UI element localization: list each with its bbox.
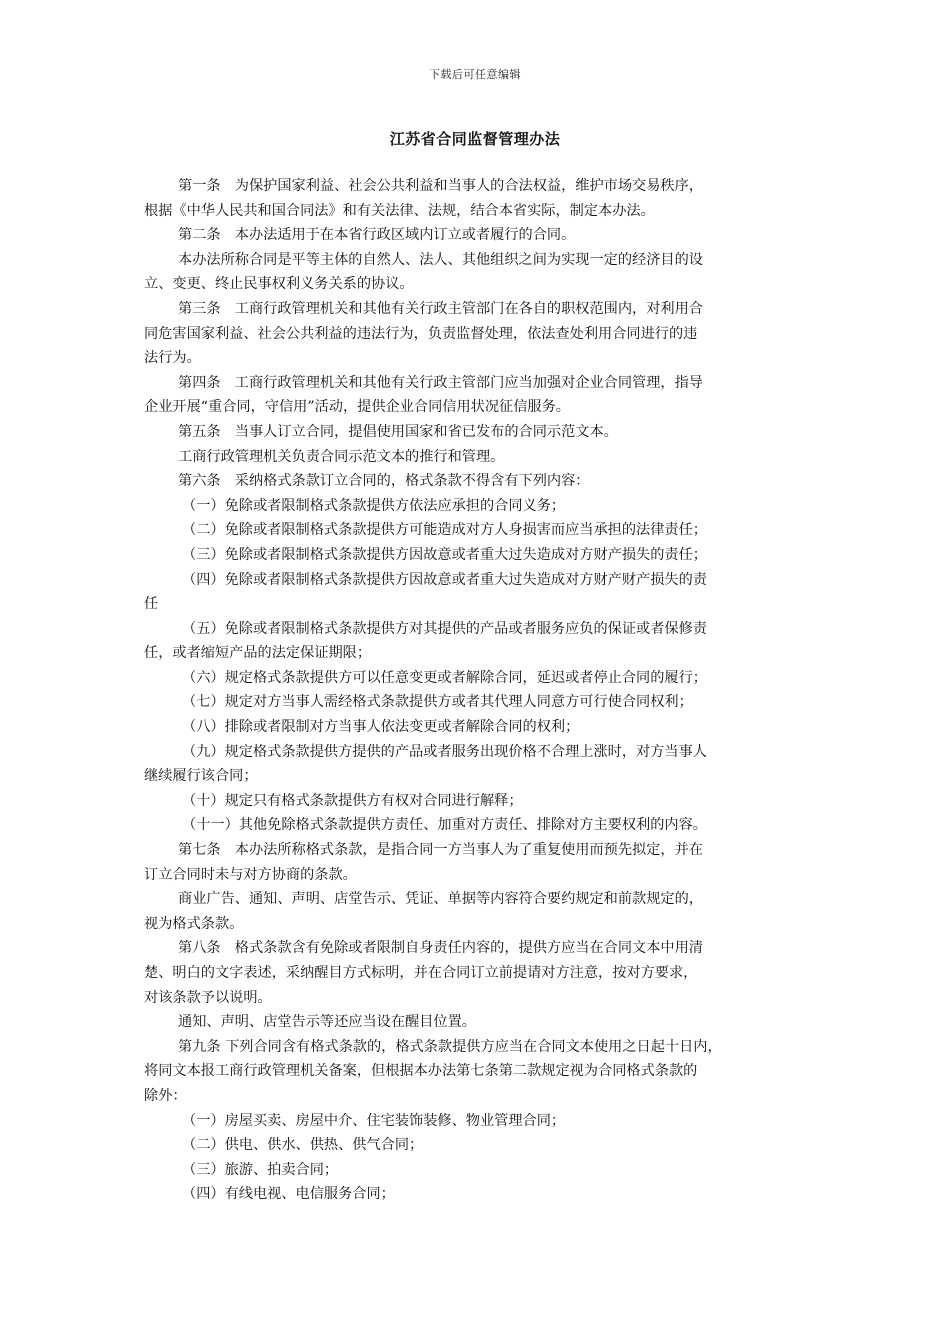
body-line: （七）规定对方当事人需经格式条款提供方或者其代理人同意方可行使合同权利；	[182, 694, 693, 711]
body-line: 对该条款予以说明。	[144, 989, 272, 1006]
body-line: （二）免除或者限制格式条款提供方可能造成对方人身损害而应当承担的法律责任；	[182, 522, 707, 539]
body-line: 将同文本报工商行政管理机关备案，但根据本办法第七条第二款规定视为合同格式条款的	[144, 1063, 698, 1080]
body-line: （六）规定格式条款提供方可以任意变更或者解除合同，延迟或者停止合同的履行；	[182, 669, 707, 686]
body-line: 第九条 下列合同含有格式条款的，格式条款提供方应当在合同文本使用之日起十日内，	[178, 1038, 722, 1055]
body-line: 根据《中华人民共和国合同法》和有关法律、法规，结合本省实际，制定本办法。	[144, 202, 655, 219]
body-line: 本办法所称合同是平等主体的自然人、法人、其他组织之间为实现一定的经济目的设	[178, 251, 703, 268]
body-line: 法行为。	[144, 350, 201, 367]
body-line: 继续履行该合同；	[144, 768, 258, 785]
body-line: 第三条 工商行政管理机关和其他有关行政主管部门在各自的职权范围内，对利用合	[178, 300, 703, 317]
body-line: 第八条 格式条款含有免除或者限制自身责任内容的，提供方应当在合同文本中用清	[178, 940, 703, 957]
body-line: 第四条 工商行政管理机关和其他有关行政主管部门应当加强对企业合同管理，指导	[178, 374, 703, 391]
body-line: 视为格式条款。	[144, 915, 244, 932]
body-line: （四）有线电视、电信服务合同；	[182, 1186, 395, 1203]
body-line: 第五条 当事人订立合同，提倡使用国家和省已发布的合同示范文本。	[178, 423, 618, 440]
body-line: 除外：	[144, 1087, 187, 1104]
body-line: （一）免除或者限制格式条款提供方依法应承担的合同义务；	[182, 497, 566, 514]
body-line: 企业开展“重合同，守信用”活动，提供企业合同信用状况征信服务。	[144, 399, 570, 416]
body-line: 同危害国家利益、社会公共利益的违法行为，负责监督处理，依法查处利用合同进行的违	[144, 325, 698, 342]
body-line: （二）供电、供水、供热、供气合同；	[182, 1137, 424, 1154]
body-line: （五）免除或者限制格式条款提供方对其提供的产品或者服务应负的保证或者保修责	[182, 620, 707, 637]
body-line: 立、变更、终止民事权利义务关系的协议。	[144, 276, 414, 293]
body-line: 订立合同时未与对方协商的条款。	[144, 866, 357, 883]
body-line: （四）免除或者限制格式条款提供方因故意或者重大过失造成对方财产财产损失的责	[182, 571, 707, 588]
body-line: （十一）其他免除格式条款提供方责任、加重对方责任、排除对方主要权利的内容。	[182, 817, 707, 834]
body-line: （一）房屋买卖、房屋中介、住宅装饰装修、物业管理合同；	[182, 1112, 566, 1129]
document-title: 江苏省合同监督管理办法	[389, 130, 561, 148]
body-line: （十）规定只有格式条款提供方有权对合同进行解释；	[182, 792, 523, 809]
body-line: （九）规定格式条款提供方提供的产品或者服务出现价格不合理上涨时，对方当事人	[182, 743, 707, 760]
body-line: （八）排除或者限制对方当事人依法变更或者解除合同的权利；	[182, 719, 580, 736]
body-line: 商业广告、通知、声明、店堂告示、凭证、单据等内容符合要约规定和前款规定的，	[178, 891, 703, 908]
body-line: 第七条 本办法所称格式条款，是指合同一方当事人为了重复使用而预先拟定，并在	[178, 842, 703, 859]
body-line: 第二条 本办法适用于在本省行政区域内订立或者履行的合同。	[178, 227, 576, 244]
body-line: 任	[144, 596, 159, 613]
page-header-note: 下载后可任意编辑	[429, 68, 521, 81]
body-line: 工商行政管理机关负责合同示范文本的推行和管理。	[178, 448, 505, 465]
body-line: 楚、明白的文字表述，采纳醒目方式标明，并在合同订立前提请对方注意，按对方要求，	[144, 965, 698, 981]
document-body	[144, 174, 809, 1207]
body-line: 通知、声明、店堂告示等还应当设在醒目位置。	[178, 1014, 476, 1031]
body-line: 第六条 采纳格式条款订立合同的，格式条款不得含有下列内容：	[178, 473, 590, 490]
body-line: （三）免除或者限制格式条款提供方因故意或者重大过失造成对方财产损失的责任；	[182, 546, 707, 563]
body-line: 第一条 为保护国家利益、社会公共利益和当事人的合法权益，维护市场交易秩序，	[178, 178, 703, 194]
body-line: （三）旅游、拍卖合同；	[182, 1161, 339, 1178]
body-line: 任，或者缩短产品的法定保证期限；	[144, 645, 372, 662]
